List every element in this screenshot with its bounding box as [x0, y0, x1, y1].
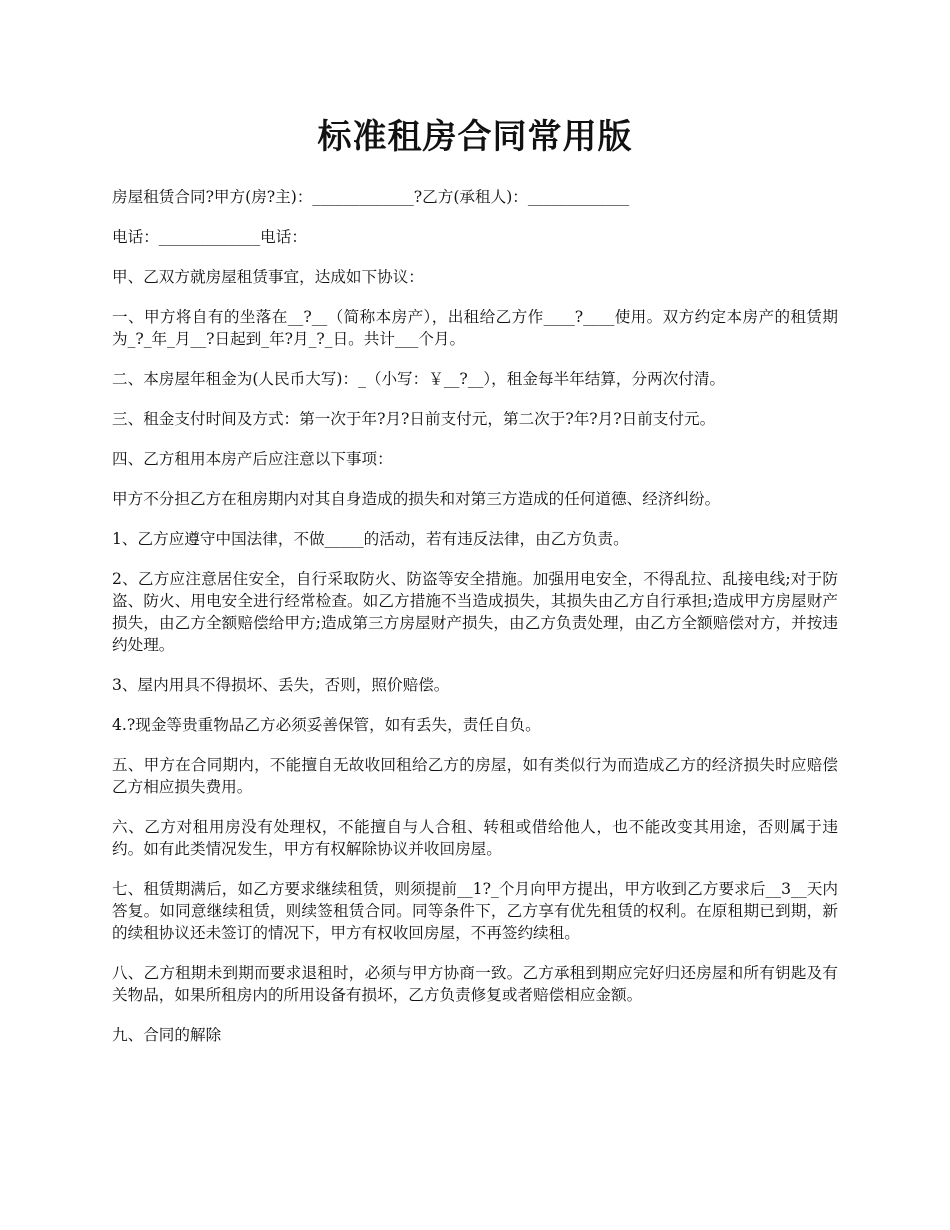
paragraph-clause-6: 六、乙方对租用房没有处理权，不能擅自与人合租、转租或借给他人，也不能改变其用途，否则属于违约。如有此类情况发生，甲方有权解除协议并收回房屋。 [112, 818, 838, 858]
document-body [112, 186, 838, 1046]
paragraph-item-3: 3、屋内用具不得损坏、丢失，否则，照价赔偿。 [112, 676, 450, 694]
paragraph-item-4: 4.?现金等贵重物品乙方必须妥善保管，如有丢失，责任自负。 [112, 716, 541, 734]
document-title: 标准租房合同常用版 [317, 117, 633, 157]
paragraph-item-1: 1、乙方应遵守中国法律，不做_____的活动，若有违反法律，由乙方负责。 [112, 530, 629, 548]
paragraph-clause-2: 二、本房屋年租金为(人民币大写)：_（小写：￥__?__），租金每半年结算，分两次付清。 [112, 370, 726, 388]
paragraph-clause-9: 九、合同的解除 [112, 1026, 222, 1044]
paragraph-phones: 电话：_____________电话： [112, 228, 307, 246]
paragraph-clause-4: 四、乙方租用本房产后应注意以下事项： [112, 450, 393, 468]
paragraph-clause-5: 五、甲方在合同期内，不能擅自无故收回租给乙方的房屋，如有类似行为而造成乙方的经济损失时应赔偿乙方相应损失费用。 [112, 756, 838, 796]
paragraph-parties: 房屋租赁合同?甲方(房?主)：_____________?乙方(承租人)：_____________ [112, 188, 630, 206]
paragraph-liability: 甲方不分担乙方在租房期内对其自身造成的损失和对第三方造成的任何道德、经济纠纷。 [112, 490, 721, 508]
paragraph-clause-3: 三、租金支付时间及方式：第一次于年?月?日前支付元，第二次于?年?月?日前支付元。 [112, 410, 716, 428]
paragraph-clause-7: 七、租赁期满后，如乙方要求继续租赁，则须提前__1?_个月向甲方提出，甲方收到乙方要求后__3__天内答复。如同意继续租赁，则续签租赁合同。同等条件下，乙方享有优先租赁的权利。在原租期已到期，新的续租协议还未签订的情况下，甲方有权收回房屋，不再签约续租。 [112, 880, 838, 942]
paragraph-item-2: 2、乙方应注意居住安全，自行采取防火、防盗等安全措施。加强用电安全，不得乱拉、乱接电线;对于防盗、防火、用电安全进行经常检查。如乙方措施不当造成损失，其损失由乙方自行承担;造成甲方房屋财产损失，由乙方全额赔偿给甲方;造成第三方房屋财产损失，由乙方负责处理，由乙方全额赔偿对方，并按违约处理。 [112, 570, 838, 654]
paragraph-clause-1: 一、甲方将自有的坐落在__?__（简称本房产），出租给乙方作____?____使用。双方约定本房产的租赁期为_?_年_月__?日起到_年?月_?_日。共计___个月。 [112, 308, 838, 348]
paragraph-agreement-intro: 甲、乙双方就房屋租赁事宜，达成如下协议： [112, 268, 424, 286]
paragraph-clause-8: 八、乙方租期未到期而要求退租时，必须与甲方协商一致。乙方承租到期应完好归还房屋和所有钥匙及有关物品，如果所租房内的所用设备有损坏，乙方负责修复或者赔偿相应金额。 [112, 964, 838, 1004]
